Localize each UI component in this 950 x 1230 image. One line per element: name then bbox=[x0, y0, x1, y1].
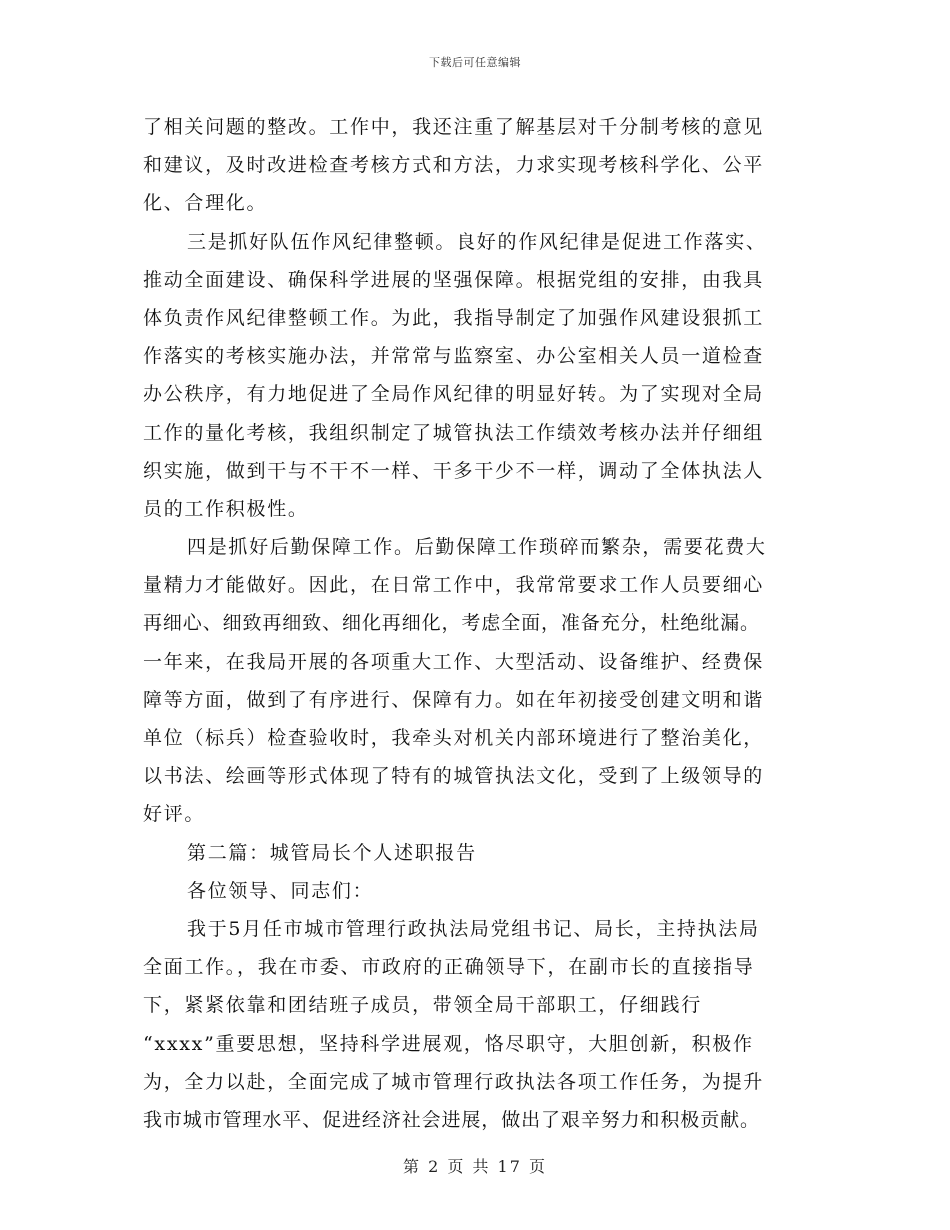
text-line: 一年来，在我局开展的各项重大工作、大型活动、设备维护、经费保 bbox=[143, 650, 765, 673]
text-line: 体负责作风纪律整顿工作。为此，我指导制定了加强作风建设狠抓工 bbox=[143, 306, 765, 329]
text-line: 办公秩序，有力地促进了全局作风纪律的明显好转。为了实现对全局 bbox=[143, 383, 765, 406]
text-line: 障等方面，做到了有序进行、保障有力。如在年初接受创建文明和谐 bbox=[143, 688, 765, 711]
text-line: 推动全面建设、确保科学进展的坚强保障。根据党组的安排，由我具 bbox=[143, 268, 765, 291]
text-line: 我市城市管理水平、促进经济社会进展，做出了艰辛努力和积极贡献。 bbox=[143, 1108, 760, 1131]
text-line: 为，全力以赴，全面完成了城市管理行政执法各项工作任务，为提升 bbox=[143, 1070, 765, 1093]
text-line: 工作的量化考核，我组织制定了城管执法工作绩效考核办法并仔细组 bbox=[143, 421, 765, 444]
text-line: 全面工作。，我在市委、市政府的正确领导下，在副市长的直接指导 bbox=[143, 956, 755, 979]
text-line: 下，紧紧依靠和团结班子成员，带领全局干部职工，仔细践行 bbox=[143, 994, 702, 1017]
text-line: “xxxx”重要思想，坚持科学进展观，恪尽职守，大胆创新，积极作 bbox=[143, 1032, 754, 1055]
text-line: 三是抓好队伍作风纪律整顿。良好的作风纪律是促进工作落实、 bbox=[187, 230, 767, 253]
document-body bbox=[143, 108, 813, 1139]
text-line: 以书法、绘画等形式体现了特有的城管执法文化，受到了上级领导的 bbox=[143, 765, 765, 788]
text-line: 和建议，及时改进检查考核方式和方法，力求实现考核科学化、公平 bbox=[143, 154, 765, 177]
text-line: 再细心、细致再细致、细化再细化，考虑全面，准备充分，杜绝纰漏。 bbox=[143, 612, 760, 635]
text-line: 化、合理化。 bbox=[143, 192, 268, 215]
page-number-footer: 第 2 页 共 17 页 bbox=[403, 1157, 547, 1176]
text-line: 第二篇：城管局长个人述职报告 bbox=[187, 841, 477, 864]
text-line: 作落实的考核实施办法，并常常与监察室、办公室相关人员一道检查 bbox=[143, 345, 765, 368]
text-line: 我于5月任市城市管理行政执法局党组书记、局长，主持执法局 bbox=[187, 917, 760, 940]
text-line: 织实施，做到干与不干不一样、干多干少不一样，调动了全体执法人 bbox=[143, 459, 765, 482]
text-line: 四是抓好后勤保障工作。后勤保障工作琐碎而繁杂，需要花费大 bbox=[187, 536, 767, 559]
text-line: 量精力才能做好。因此，在日常工作中，我常常要求工作人员要细心 bbox=[143, 574, 765, 597]
text-line: 员的工作积极性。 bbox=[143, 497, 309, 520]
page-header: 下载后可任意编辑 bbox=[429, 56, 521, 69]
text-line: 单位（标兵）检查验收时，我牵头对机关内部环境进行了整治美化， bbox=[143, 727, 765, 749]
text-line: 各位领导、同志们： bbox=[187, 879, 374, 902]
text-line: 了相关问题的整改。工作中，我还注重了解基层对千分制考核的意见 bbox=[143, 116, 765, 138]
text-line: 好评。 bbox=[143, 803, 206, 826]
